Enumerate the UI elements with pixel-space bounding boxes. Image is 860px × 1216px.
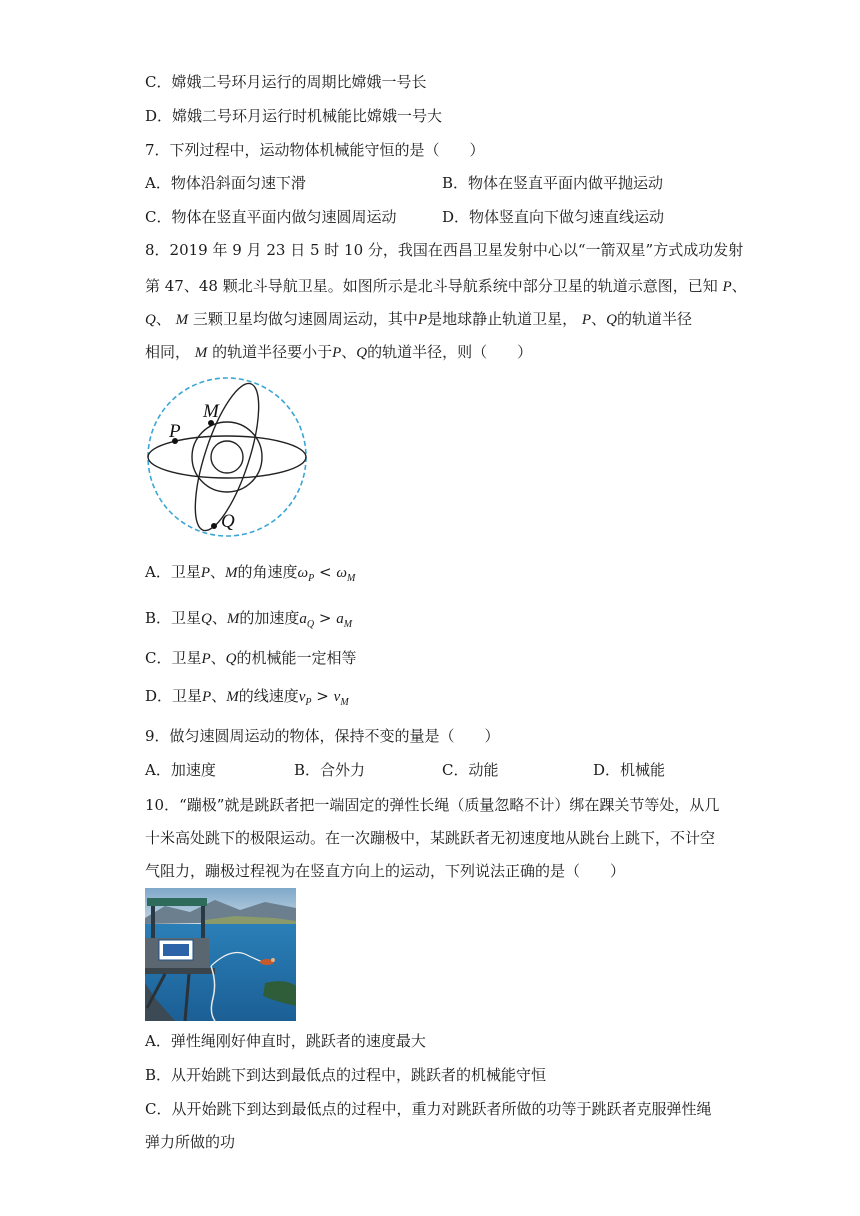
text-span: 、 xyxy=(731,277,747,295)
greater-than-sign: > xyxy=(316,687,329,705)
symbol-m: M xyxy=(225,565,238,581)
symbol-m: M xyxy=(194,345,208,361)
q9-option-b: B．合外力 xyxy=(294,761,366,779)
text-span: A．卫星 xyxy=(145,563,201,581)
subscript-m: M xyxy=(346,573,356,584)
symbol-v: v xyxy=(333,689,341,705)
symbol-p: P xyxy=(200,565,211,581)
q8-stem-line-4 xyxy=(145,342,532,363)
symbol-v: v xyxy=(298,689,306,705)
symbol-p: P xyxy=(417,312,428,328)
q8-option-d xyxy=(145,686,349,713)
q8-option-a xyxy=(145,562,355,589)
symbol-omega: ω xyxy=(297,565,309,581)
symbol-q: Q xyxy=(225,651,237,667)
text-span: 、 xyxy=(210,649,226,667)
earth-circle xyxy=(211,441,243,473)
symbol-q: Q xyxy=(201,611,212,627)
greater-than-sign: > xyxy=(318,609,332,627)
text-span: B．卫星 xyxy=(145,609,202,627)
text-span: C．卫星 xyxy=(145,649,202,667)
q10-option-c-line-2: 弹力所做的功 xyxy=(145,1133,236,1151)
q6-option-c: C．嫦娥二号环月运行的周期比嫦娥一号长 xyxy=(145,73,427,91)
subscript-p: P xyxy=(305,697,312,708)
symbol-omega: ω xyxy=(336,565,347,581)
q10-stem-line-1: 10．“蹦极”就是跳跃者把一端固定的弹性长绳（质量忽略不计）绑在踝关节等处，从几 xyxy=(145,796,720,814)
text-span: 、 xyxy=(155,310,171,328)
text-span: 的轨道半径，则（ ） xyxy=(367,343,533,361)
q10-stem-line-2: 十米高处跳下的极限运动。在一次蹦极中，某跳跃者无初速度地从跳台上跳下，不计空 xyxy=(145,829,716,847)
symbol-q: Q xyxy=(145,312,156,328)
satellite-q-dot xyxy=(211,523,217,529)
text-span: 相同， xyxy=(145,343,191,361)
label-p: P xyxy=(169,421,181,442)
less-than-sign: < xyxy=(319,563,332,581)
text-span: 的轨道半径要小于 xyxy=(212,343,333,361)
q9-option-c: C．动能 xyxy=(442,761,499,779)
text-span: 的机械能一定相等 xyxy=(236,649,357,667)
q9-option-a: A．加速度 xyxy=(145,761,216,779)
subscript-m: M xyxy=(343,619,353,630)
text-span: 、 xyxy=(341,343,357,361)
subscript-m: M xyxy=(340,697,349,708)
text-span: 三颗卫星均做匀速圆周运动，其中 xyxy=(192,310,418,328)
symbol-p: P xyxy=(722,279,732,295)
q10-stem-line-3: 气阻力，蹦极过程视为在竖直方向上的运动，下列说法正确的是（ ） xyxy=(145,862,626,880)
horizontal-orbit xyxy=(148,436,306,478)
q10-option-b: B．从开始跳下到达到最低点的过程中，跳跃者的机械能守恒 xyxy=(145,1066,547,1084)
subscript-q: Q xyxy=(306,619,315,630)
q8-option-b xyxy=(145,608,352,635)
symbol-q: Q xyxy=(356,345,368,361)
q7-stem: 7．下列过程中，运动物体机械能守恒的是（ ） xyxy=(145,141,485,159)
bungee-jump-photo xyxy=(145,888,296,1021)
symbol-p: P xyxy=(581,312,592,328)
text-span: 的加速度 xyxy=(239,609,300,627)
text-span: 、 xyxy=(591,310,607,328)
text-span: 、 xyxy=(210,563,226,581)
symbol-a: a xyxy=(336,611,344,627)
q8-stem-line-2 xyxy=(145,276,747,297)
symbol-p: P xyxy=(201,651,211,667)
q8-stem-line-3 xyxy=(145,309,692,330)
inner-orbit xyxy=(192,422,262,492)
text-span: 的线速度 xyxy=(238,687,299,705)
q7-option-a: A．物体沿斜面匀速下滑 xyxy=(145,174,306,192)
text-span: 的轨道半径 xyxy=(616,310,692,328)
label-m: M xyxy=(203,401,219,422)
q7-option-c: C．物体在竖直平面内做匀速圆周运动 xyxy=(145,208,397,226)
symbol-p: P xyxy=(332,345,342,361)
text-span: 、 xyxy=(211,609,227,627)
q7-option-b: B．物体在竖直平面内做平抛运动 xyxy=(442,174,664,192)
text-span: 第 47、48 颗北斗导航卫星。如图所示是北斗导航系统中部分卫星的轨道示意图，已知 xyxy=(145,277,718,295)
q8-stem-line-1: 8．2019 年 9 月 23 日 5 时 10 分，我国在西昌卫星发射中心以“一箭双星”方式成功发射 xyxy=(145,241,744,259)
text-span: 、 xyxy=(211,687,227,705)
symbol-m: M xyxy=(175,312,189,328)
satellite-orbit-diagram xyxy=(144,375,310,537)
text-span: 的角速度 xyxy=(237,563,298,581)
symbol-p: P xyxy=(202,689,212,705)
text-span: D．卫星 xyxy=(145,687,203,705)
q10-option-c-line-1: C．从开始跳下到达到最低点的过程中，重力对跳跃者所做的功等于跳跃者克服弹性绳 xyxy=(145,1100,712,1118)
text-span: 是地球静止轨道卫星， xyxy=(427,310,578,328)
q9-option-d: D．机械能 xyxy=(593,761,666,779)
subscript-p: P xyxy=(308,573,315,584)
symbol-a: a xyxy=(299,611,307,627)
symbol-m: M xyxy=(226,611,240,627)
symbol-q: Q xyxy=(606,312,617,328)
symbol-m: M xyxy=(226,689,239,705)
q9-stem: 9．做匀速圆周运动的物体，保持不变的量是（ ） xyxy=(145,727,500,745)
q8-option-c xyxy=(145,648,357,669)
label-q: Q xyxy=(221,511,235,532)
q10-option-a: A．弹性绳刚好伸直时，跳跃者的速度最大 xyxy=(145,1032,426,1050)
q6-option-d: D．嫦娥二号环月运行时机械能比嫦娥一号大 xyxy=(145,107,443,125)
q7-option-d: D．物体竖直向下做匀速直线运动 xyxy=(442,208,665,226)
